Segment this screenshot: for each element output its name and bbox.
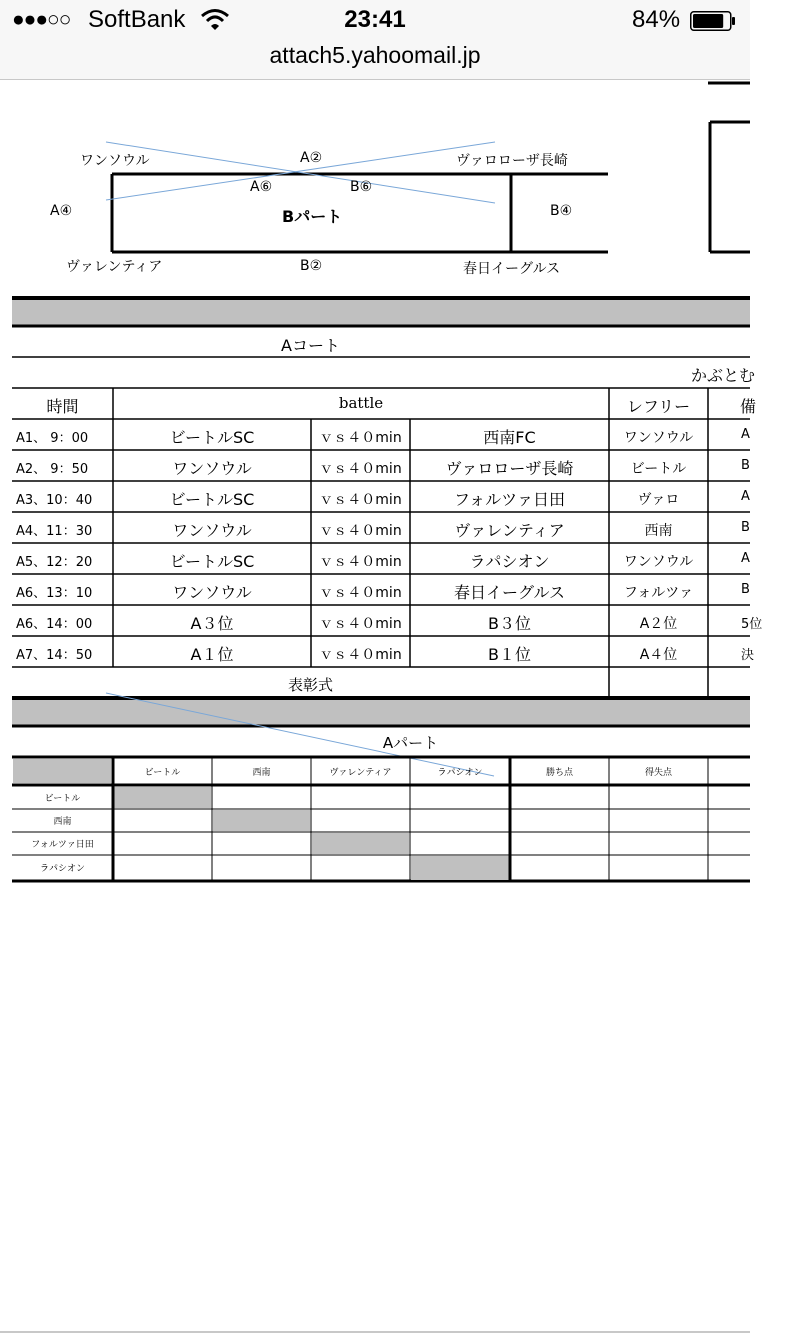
schedule-cell-extra: B [741,582,750,597]
schedule-cell-ref: 西南 [644,523,673,539]
diagram-label-right: B④ [550,203,573,219]
apart-row-header: ラパシオン [39,864,85,874]
schedule-cell-ref: ビートル [630,461,687,477]
apart-row-header: 西南 [53,817,72,827]
schedule-cell-home: A３位 [190,614,234,633]
carrier-name: SoftBank [88,6,186,33]
url-address-bar[interactable]: attach5.yahoomail.jp [269,42,481,68]
sponsor-partial: かぶとむ [691,366,756,385]
apart-row-header: フォルツァ日田 [31,840,94,850]
diagram-label-inner-left: A⑥ [250,179,273,195]
apart-col-header: ヴァレンティア [329,768,392,778]
apart-col-header: ラパシオン [437,768,483,778]
schedule-cell-ref: ワンソウル [623,430,694,446]
schedule-cell-away: B３位 [488,614,531,633]
schedule-cell-time: A4、11：30 [16,524,93,539]
schedule-cell-home: ビートルSC [169,428,255,447]
schedule-cell-home: A１位 [190,645,234,664]
schedule-cell-away: 西南FC [483,428,536,447]
diagram-label-inner-right: B⑥ [350,179,373,195]
schedule-cell-away: B１位 [488,645,531,664]
schedule-cell-home: ワンソウル [172,521,252,540]
schedule-cell-vs: ｖｓ４０min [319,461,402,477]
apart-col-header: 得失点 [644,768,672,778]
clock-time: 23:41 [344,6,406,33]
header-battle: battle [338,394,384,412]
schedule-cell-away: ヴァレンティア [454,521,565,540]
schedule-cell-away: フォルツァ日田 [453,490,566,509]
apart-row-header: ビートル [44,794,81,804]
signal-strength-icon: ●●●○○ [12,8,71,31]
diagram-label-bottom-mid: B② [300,258,323,274]
diagram-label-top-mid: A② [300,150,323,166]
court-title: Aコート [281,336,340,355]
header-extra-partial: 備 [740,397,757,416]
schedule-cell-time: A6、14：00 [16,617,93,632]
schedule-cell-ref: A４位 [639,647,678,663]
schedule-cell-time: A1、 9：00 [16,431,89,446]
schedule-cell-vs: ｖｓ４０min [319,647,402,663]
schedule-cell-home: ビートルSC [169,490,255,509]
schedule-cell-extra: B [741,520,750,535]
diagram-label-top-right: ヴァロローザ長崎 [456,153,568,169]
diagram-center-title: Bパート [282,207,343,226]
schedule-cell-vs: ｖｓ４０min [319,554,402,570]
apart-title: Aパート [382,734,439,752]
schedule-cell-vs: ｖｓ４０min [319,616,402,632]
schedule-cell-time: A3、10：40 [16,493,93,508]
schedule-cell-time: A6、13：10 [16,586,93,601]
schedule-cell-extra: A [741,489,750,504]
schedule-cell-vs: ｖｓ４０min [319,523,402,539]
schedule-cell-away: ラパシオン [469,552,550,571]
schedule-cell-ref: ワンソウル [623,554,694,570]
schedule-cell-time: A7、14：50 [16,648,93,663]
schedule-cell-away: 春日イーグルス [453,583,566,602]
battery-percent: 84% [632,6,681,33]
schedule-cell-time: A5、12：20 [16,555,93,570]
header-referee: レフリー [626,397,691,416]
schedule-cell-extra: A [741,551,750,566]
schedule-cell-vs: ｖｓ４０min [319,492,402,508]
schedule-cell-vs: ｖｓ４０min [319,585,402,601]
schedule-cell-extra: 決 [741,648,755,663]
schedule-cell-home: ワンソウル [172,459,252,478]
header-time: 時間 [46,397,79,416]
schedule-cell-away: ヴァロローザ長崎 [445,459,574,478]
schedule-cell-home: ワンソウル [172,583,252,602]
schedule-cell-vs: ｖｓ４０min [319,430,402,446]
diagram-label-bottom-right: 春日イーグルス [463,261,561,277]
diagram-label-left: A④ [50,203,73,219]
diagram-label-top-left: ワンソウル [80,153,150,169]
diagram-label-bottom-left: ヴァレンティア [66,259,163,275]
schedule-cell-extra: 5位 [741,617,763,632]
schedule-cell-ref: A２位 [639,616,678,632]
schedule-cell-extra: A [741,427,750,442]
apart-col-header: 西南 [252,768,271,778]
schedule-cell-extra: B [741,458,750,473]
schedule-cell-ref: フォルツァ [623,585,694,601]
apart-col-header: ビートル [144,768,181,778]
apart-col-header: 勝ち点 [545,768,573,778]
schedule-cell-time: A2、 9：50 [16,462,89,477]
ceremony-label: 表彰式 [287,676,333,694]
schedule-cell-home: ビートルSC [169,552,255,571]
schedule-cell-ref: ヴァロ [637,492,680,508]
